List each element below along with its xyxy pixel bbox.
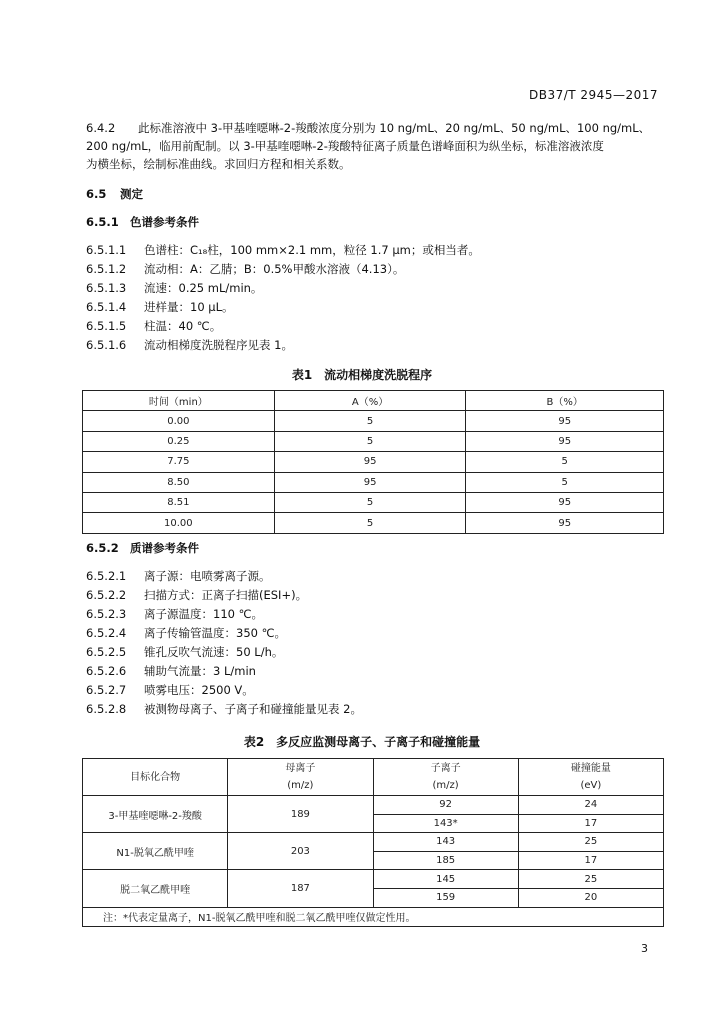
header-unit: (eV) <box>580 780 602 791</box>
header-unit: (m/z) <box>287 780 314 791</box>
table-cell: 95 <box>274 452 466 472</box>
table-cell: 5 <box>274 431 466 451</box>
ms-item <box>86 682 254 699</box>
energy-cell: 24 <box>518 796 663 815</box>
item-text: 流动相：A：乙腈；B：0.5%甲酸水溶液（4.13）。 <box>144 262 405 276</box>
item-text: 流动相梯度洗脱程序见表 1。 <box>144 338 293 352</box>
table-note: 注：*代表定量离子，N1-脱氧乙酰甲喹和脱二氧乙酰甲喹仅做定性用。 <box>83 907 664 926</box>
item-number: 6.5.1.3 <box>86 281 127 295</box>
chrom-item <box>86 318 221 335</box>
item-number: 6.5.1.6 <box>86 338 127 352</box>
ms-item <box>86 625 286 642</box>
ms-item <box>86 701 362 718</box>
item-text: 色谱柱：C₁₈柱，100 mm×2.1 mm，粒径 1.7 μm；或相当者。 <box>144 243 480 257</box>
compound-cell: 脱二氧乙酰甲喹 <box>83 870 228 907</box>
table-note-row <box>83 907 664 926</box>
table-cell: 7.75 <box>83 452 275 472</box>
table-row <box>83 411 664 431</box>
table-cell: 8.51 <box>83 492 275 512</box>
section-number: 6.5.1 <box>86 215 119 229</box>
chrom-item <box>86 299 234 316</box>
chrom-item <box>86 337 293 354</box>
section-title: 测定 <box>120 187 143 201</box>
table-cell: 10.00 <box>83 513 275 533</box>
table-header-row <box>83 391 664 411</box>
compound-cell: N1-脱氧乙酰甲喹 <box>83 833 228 870</box>
daughter-ion-cell: 159 <box>373 888 518 907</box>
compound-cell: 3-甲基喹噁啉-2-羧酸 <box>83 796 228 833</box>
daughter-ion-cell: 145 <box>373 870 518 889</box>
section-6-5-heading <box>86 186 143 203</box>
section-6-5-2-heading <box>86 540 199 557</box>
energy-cell: 25 <box>518 870 663 889</box>
table-cell: 95 <box>466 492 664 512</box>
ms-item <box>86 587 307 604</box>
item-text: 喷雾电压：2500 V。 <box>144 683 254 697</box>
section-number: 6.5 <box>86 187 107 201</box>
item-number: 6.5.2.7 <box>86 683 127 697</box>
column-header: 时间（min） <box>83 391 275 411</box>
item-text: 锥孔反吹气流速：50 L/h。 <box>144 645 284 659</box>
column-header <box>228 759 373 796</box>
section-number: 6.4.2 <box>86 121 116 135</box>
daughter-ion-cell: 92 <box>373 796 518 815</box>
item-text: 离子传输管温度：350 ℃。 <box>144 626 287 640</box>
table-row <box>83 870 664 889</box>
daughter-ion-cell: 143* <box>373 814 518 833</box>
energy-cell: 17 <box>518 814 663 833</box>
table-cell: 0.25 <box>83 431 275 451</box>
item-number: 6.5.2.2 <box>86 588 127 602</box>
item-text: 进样量：10 μL。 <box>144 300 234 314</box>
paragraph-6-4-2-line-2: 200 ng/mL，临用前配制。以 3-甲基喹噁啉-2-羧酸特征离子质量色谱峰面积为纵坐标，标准溶液浓度 <box>86 139 604 153</box>
column-header <box>518 759 663 796</box>
table-cell: 95 <box>466 513 664 533</box>
table-cell: 5 <box>274 411 466 431</box>
paragraph-6-4-2-line-3: 为横坐标，绘制标准曲线。求回归方程和相关系数。 <box>86 157 351 171</box>
item-number: 6.5.1.5 <box>86 319 127 333</box>
item-number: 6.5.1.2 <box>86 262 127 276</box>
table-cell: 5 <box>274 492 466 512</box>
table-cell: 8.50 <box>83 472 275 492</box>
table-cell: 0.00 <box>83 411 275 431</box>
energy-cell: 25 <box>518 833 663 852</box>
item-number: 6.5.2.6 <box>86 664 127 678</box>
chrom-item <box>86 261 404 278</box>
table-row <box>83 472 664 492</box>
table-row <box>83 431 664 451</box>
page-number: 3 <box>641 942 648 955</box>
energy-cell: 17 <box>518 851 663 870</box>
item-text: 扫描方式：正离子扫描(ESI+)。 <box>144 588 308 602</box>
item-text: 柱温：40 ℃。 <box>144 319 222 333</box>
table-cell: 95 <box>466 431 664 451</box>
item-number: 6.5.2.1 <box>86 569 127 583</box>
ms-item <box>86 663 256 680</box>
parent-ion-cell: 203 <box>228 833 373 870</box>
item-text: 被测物母离子、子离子和碰撞能量见表 2。 <box>144 702 362 716</box>
table-row <box>83 492 664 512</box>
section-6-5-1-heading <box>86 214 199 231</box>
ms-item <box>86 568 271 585</box>
column-header <box>83 759 228 796</box>
item-number: 6.5.2.5 <box>86 645 127 659</box>
parent-ion-cell: 187 <box>228 870 373 907</box>
item-text: 辅助气流量：3 L/min <box>144 664 256 678</box>
column-header: B（%） <box>466 391 664 411</box>
table-2-mrm <box>82 758 664 927</box>
ms-item <box>86 606 263 623</box>
table-row <box>83 833 664 852</box>
table-row <box>83 513 664 533</box>
item-number: 6.5.1.4 <box>86 300 127 314</box>
table-row <box>83 796 664 815</box>
table-1-gradient <box>82 390 664 534</box>
section-title: 色谱参考条件 <box>130 215 199 229</box>
table-1-caption: 表1 流动相梯度洗脱程序 <box>291 368 433 382</box>
item-text: 流速：0.25 mL/min。 <box>144 281 263 295</box>
item-number: 6.5.2.8 <box>86 702 127 716</box>
table-row <box>83 452 664 472</box>
item-number: 6.5.2.3 <box>86 607 127 621</box>
table-cell: 5 <box>466 452 664 472</box>
table-cell: 5 <box>274 513 466 533</box>
table-cell: 95 <box>466 411 664 431</box>
chrom-item <box>86 280 262 297</box>
header-text: 目标化合物 <box>130 771 181 783</box>
document-header: DB37/T 2945—2017 <box>528 88 658 102</box>
paragraph-text: 此标准溶液中 3-甲基喹噁啉-2-羧酸浓度分别为 10 ng/mL、20 ng/mL、50 ng/mL、100 ng/mL、 <box>138 121 651 135</box>
header-text: 母离子 <box>285 763 316 774</box>
item-text: 离子源温度：110 ℃。 <box>144 607 264 621</box>
table-header-row <box>83 759 664 796</box>
column-header <box>373 759 518 796</box>
paragraph-6-4-2-line-1 <box>86 120 650 137</box>
item-number: 6.5.1.1 <box>86 243 127 257</box>
item-number: 6.5.2.4 <box>86 626 127 640</box>
table-cell: 5 <box>466 472 664 492</box>
daughter-ion-cell: 185 <box>373 851 518 870</box>
section-title: 质谱参考条件 <box>130 541 199 555</box>
header-text: 碰撞能量 <box>570 763 611 774</box>
header-text: 子离子 <box>430 763 461 774</box>
energy-cell: 20 <box>518 888 663 907</box>
table-2-caption: 表2 多反应监测母离子、子离子和碰撞能量 <box>243 735 481 749</box>
chrom-item <box>86 242 480 259</box>
daughter-ion-cell: 143 <box>373 833 518 852</box>
column-header: A（%） <box>274 391 466 411</box>
ms-item <box>86 644 283 661</box>
table-cell: 95 <box>274 472 466 492</box>
parent-ion-cell: 189 <box>228 796 373 833</box>
section-number: 6.5.2 <box>86 541 119 555</box>
item-text: 离子源：电喷雾离子源。 <box>144 569 271 583</box>
header-unit: (m/z) <box>432 780 459 791</box>
